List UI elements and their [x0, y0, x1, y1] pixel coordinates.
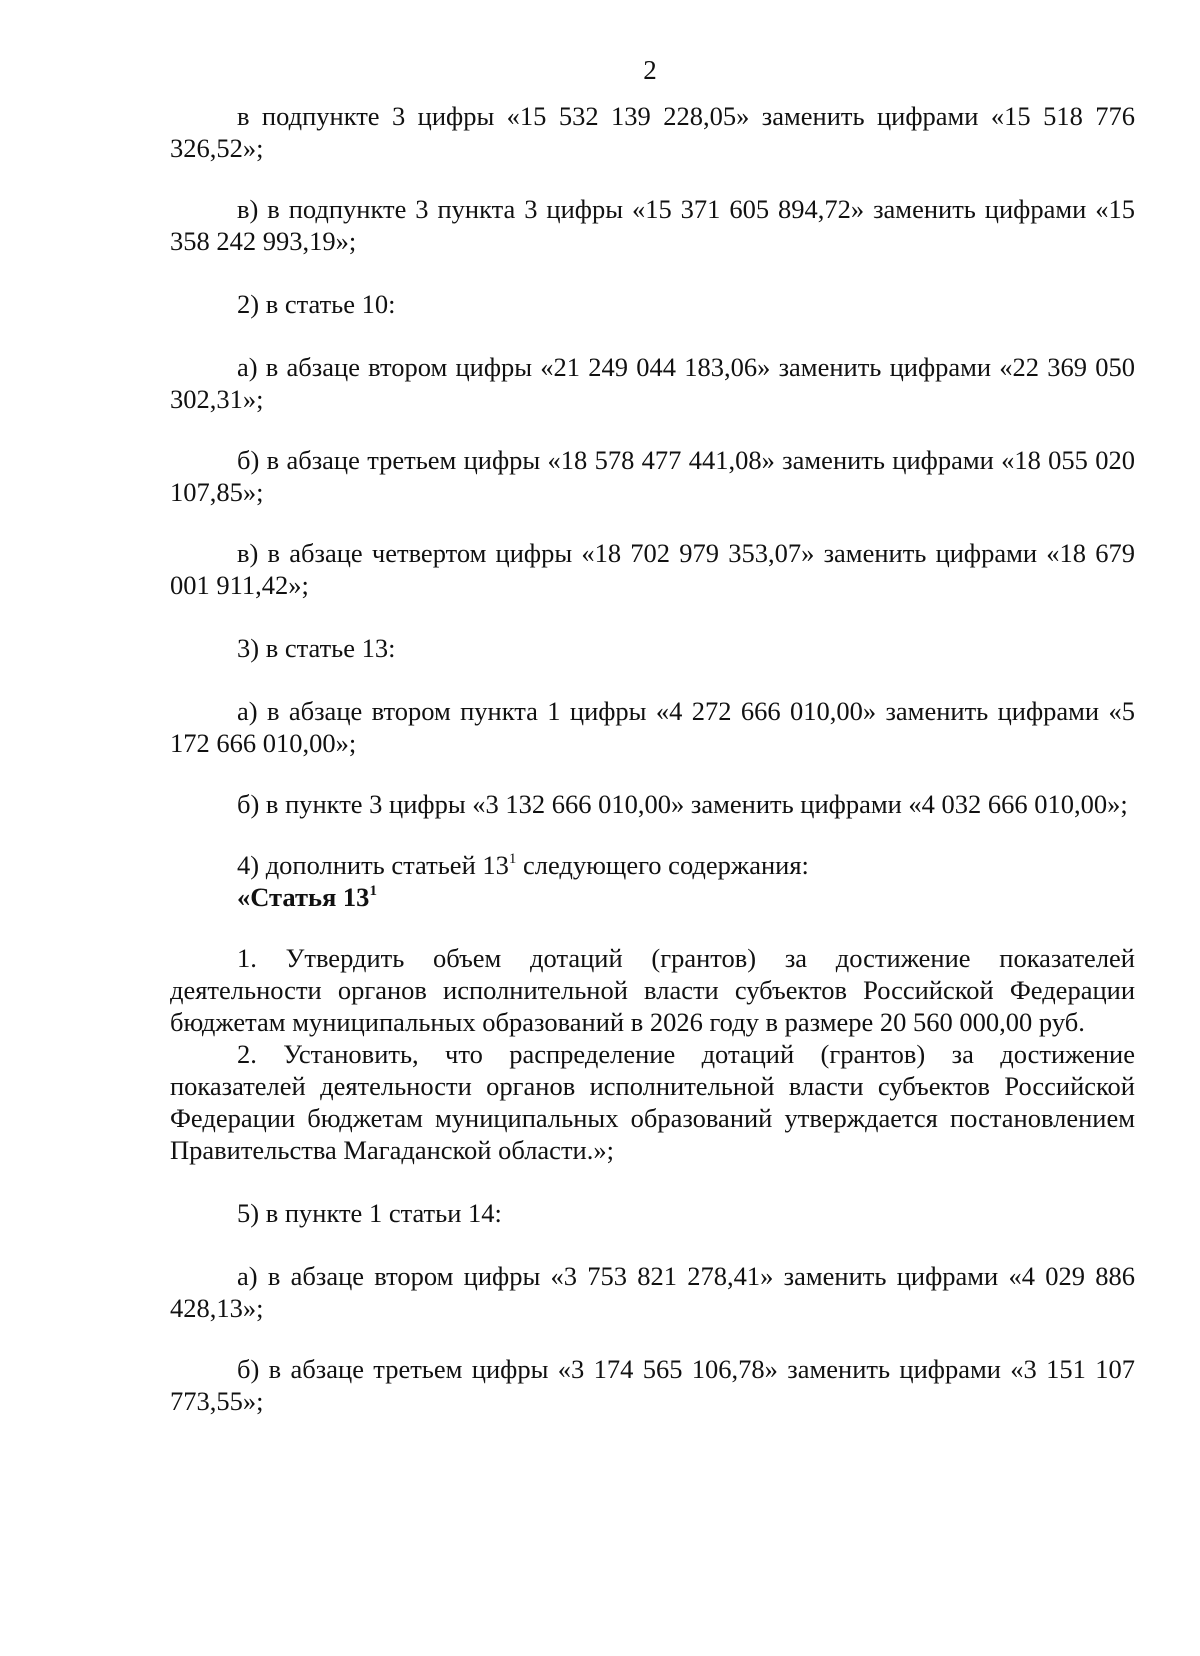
amendment-paragraph: а) в абзаце втором пункта 1 цифры «4 272 666 010,00» заменить цифрами «5 172 666 010,00»; — [170, 696, 1135, 758]
superscript: 1 — [369, 883, 377, 899]
article-point: 1. Утвердить объем дотаций (грантов) за достижение показателей деятельности органов исполнительной власти субъектов Российской Федерации бюджетам муниципальных образований в 2026 году в размере 20 560 000,00 руб. — [170, 943, 1135, 1037]
page-number: 2 — [643, 55, 657, 85]
amendment-paragraph: а) в абзаце втором цифры «3 753 821 278,41» заменить цифрами «4 029 886 428,13»; — [170, 1261, 1135, 1323]
document-body — [170, 100, 1135, 1417]
superscript: 1 — [508, 851, 517, 867]
amendment-paragraph: б) в пункте 3 цифры «3 132 666 010,00» заменить цифрами «4 032 666 010,00»; — [237, 789, 1128, 819]
amendment-paragraph: а) в абзаце втором цифры «21 249 044 183,06» заменить цифрами «22 369 050 302,31»; — [170, 352, 1135, 414]
article-point: 2. Установить, что распределение дотаций (грантов) за достижение показателей деятельности органов исполнительной власти субъектов Российской Федерации бюджетам муниципальных образований утверждается постановлением Правительства Магаданской области.»; — [170, 1039, 1135, 1165]
amendment-paragraph: в подпункте 3 цифры «15 532 139 228,05» заменить цифрами «15 518 776 326,52»; — [170, 101, 1135, 163]
item-4-text-end: следующего содержания: — [516, 850, 809, 880]
section-item-heading: 3) в статье 13: — [237, 633, 396, 663]
amendment-paragraph: б) в абзаце третьем цифры «18 578 477 441,08» заменить цифрами «18 055 020 107,85»; — [170, 445, 1135, 507]
amendment-paragraph: в) в подпункте 3 пункта 3 цифры «15 371 605 894,72» заменить цифрами «15 358 242 993,19»; — [170, 194, 1135, 256]
article-heading-text: «Статья 13 — [237, 882, 370, 912]
item-4-paragraph — [170, 849, 1135, 881]
section-item-heading: 5) в пункте 1 статьи 14: — [237, 1198, 502, 1228]
amendment-paragraph: в) в абзаце четвертом цифры «18 702 979 353,07» заменить цифрами «18 679 001 911,42»; — [170, 538, 1135, 600]
amendment-paragraph: б) в абзаце третьем цифры «3 174 565 106,78» заменить цифрами «3 151 107 773,55»; — [170, 1354, 1135, 1416]
item-4-text: 4) дополнить статьей 13 — [237, 850, 509, 880]
section-item-heading: 2) в статье 10: — [237, 289, 396, 319]
article-heading — [170, 881, 1135, 913]
